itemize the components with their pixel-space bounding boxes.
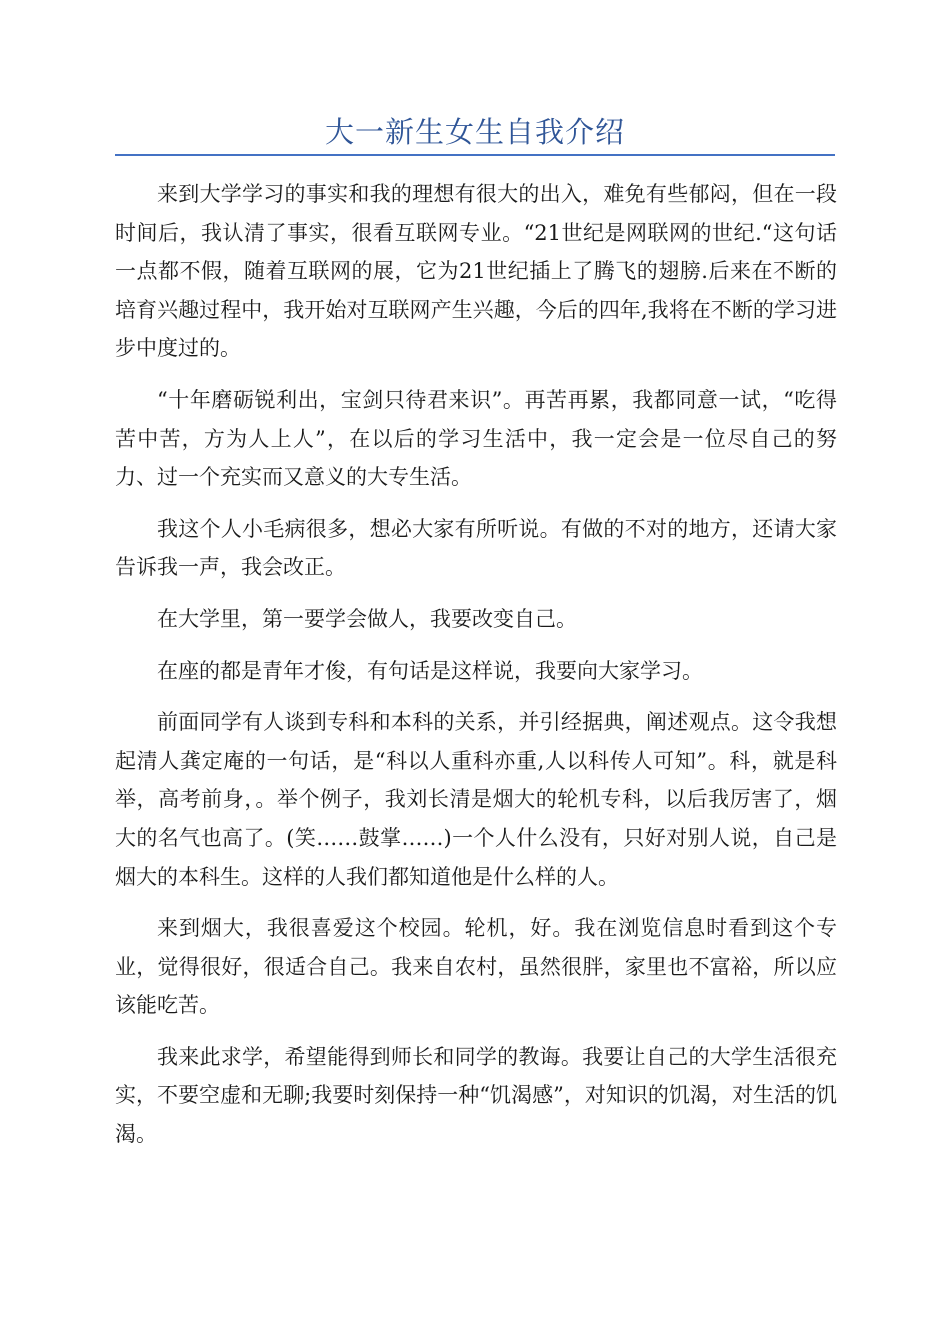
page-title: 大一新生女生自我介绍 bbox=[324, 115, 625, 149]
document-body bbox=[115, 175, 837, 1167]
paragraph-7: 来到烟大，我很喜爱这个校园。轮机，好。我在浏览信息时看到这个专业，觉得很好，很适合自己。我来自农村，虽然很胖，家里也不富裕，所以应该能吃苦。 bbox=[115, 916, 837, 1018]
paragraph-2: “十年磨砺锐利出，宝剑只待君来识”。再苦再累，我都同意一试，“吃得苦中苦，方为人上人”，在以后的学习生活中，我一定会是一位尽自己的努力、过一个充实而又意义的大专生活。 bbox=[115, 387, 837, 490]
paragraph-4: 在大学里，第一要学会做人，我要改变自己。 bbox=[157, 606, 577, 631]
paragraph-1: 来到大学学习的事实和我的理想有很大的出入，难免有些郁闷，但在一段时间后，我认清了事实，很看互联网专业。“21世纪是网联网的世纪.“这句话一点都不假，随着互联网的展，它为21世纪插上了腾飞的翅膀.后来在不断的培育兴趣过程中，我开始对互联网产生兴趣，今后的四年,我将在不断的学习进步中度过的。 bbox=[115, 182, 837, 361]
paragraph-6: 前面同学有人谈到专科和本科的关系，并引经据典，阐述观点。这令我想起清人龚定庵的一句话，是“科以人重科亦重,人以科传人可知”。科，就是科举，高考前身，。举个例子，我刘长清是烟大的轮机专科，以后我厉害了，烟大的名气也高了。(笑……鼓掌……)一个人什么没有，只好对别人说，自己是烟大的本科生。这样的人我们都知道他是什么样的人。 bbox=[115, 710, 837, 889]
paragraph-5: 在座的都是青年才俊，有句话是这样说，我要向大家学习。 bbox=[157, 658, 703, 683]
paragraph-3: 我这个人小毛病很多，想必大家有所听说。有做的不对的地方，还请大家告诉我一声，我会改正。 bbox=[115, 516, 837, 580]
title-underline bbox=[115, 154, 835, 156]
paragraph-8: 我来此求学，希望能得到师长和同学的教诲。我要让自己的大学生活很充实，不要空虚和无聊;我要时刻保持一种“饥渴感”，对知识的饥渴，对生活的饥渴。 bbox=[115, 1044, 837, 1147]
